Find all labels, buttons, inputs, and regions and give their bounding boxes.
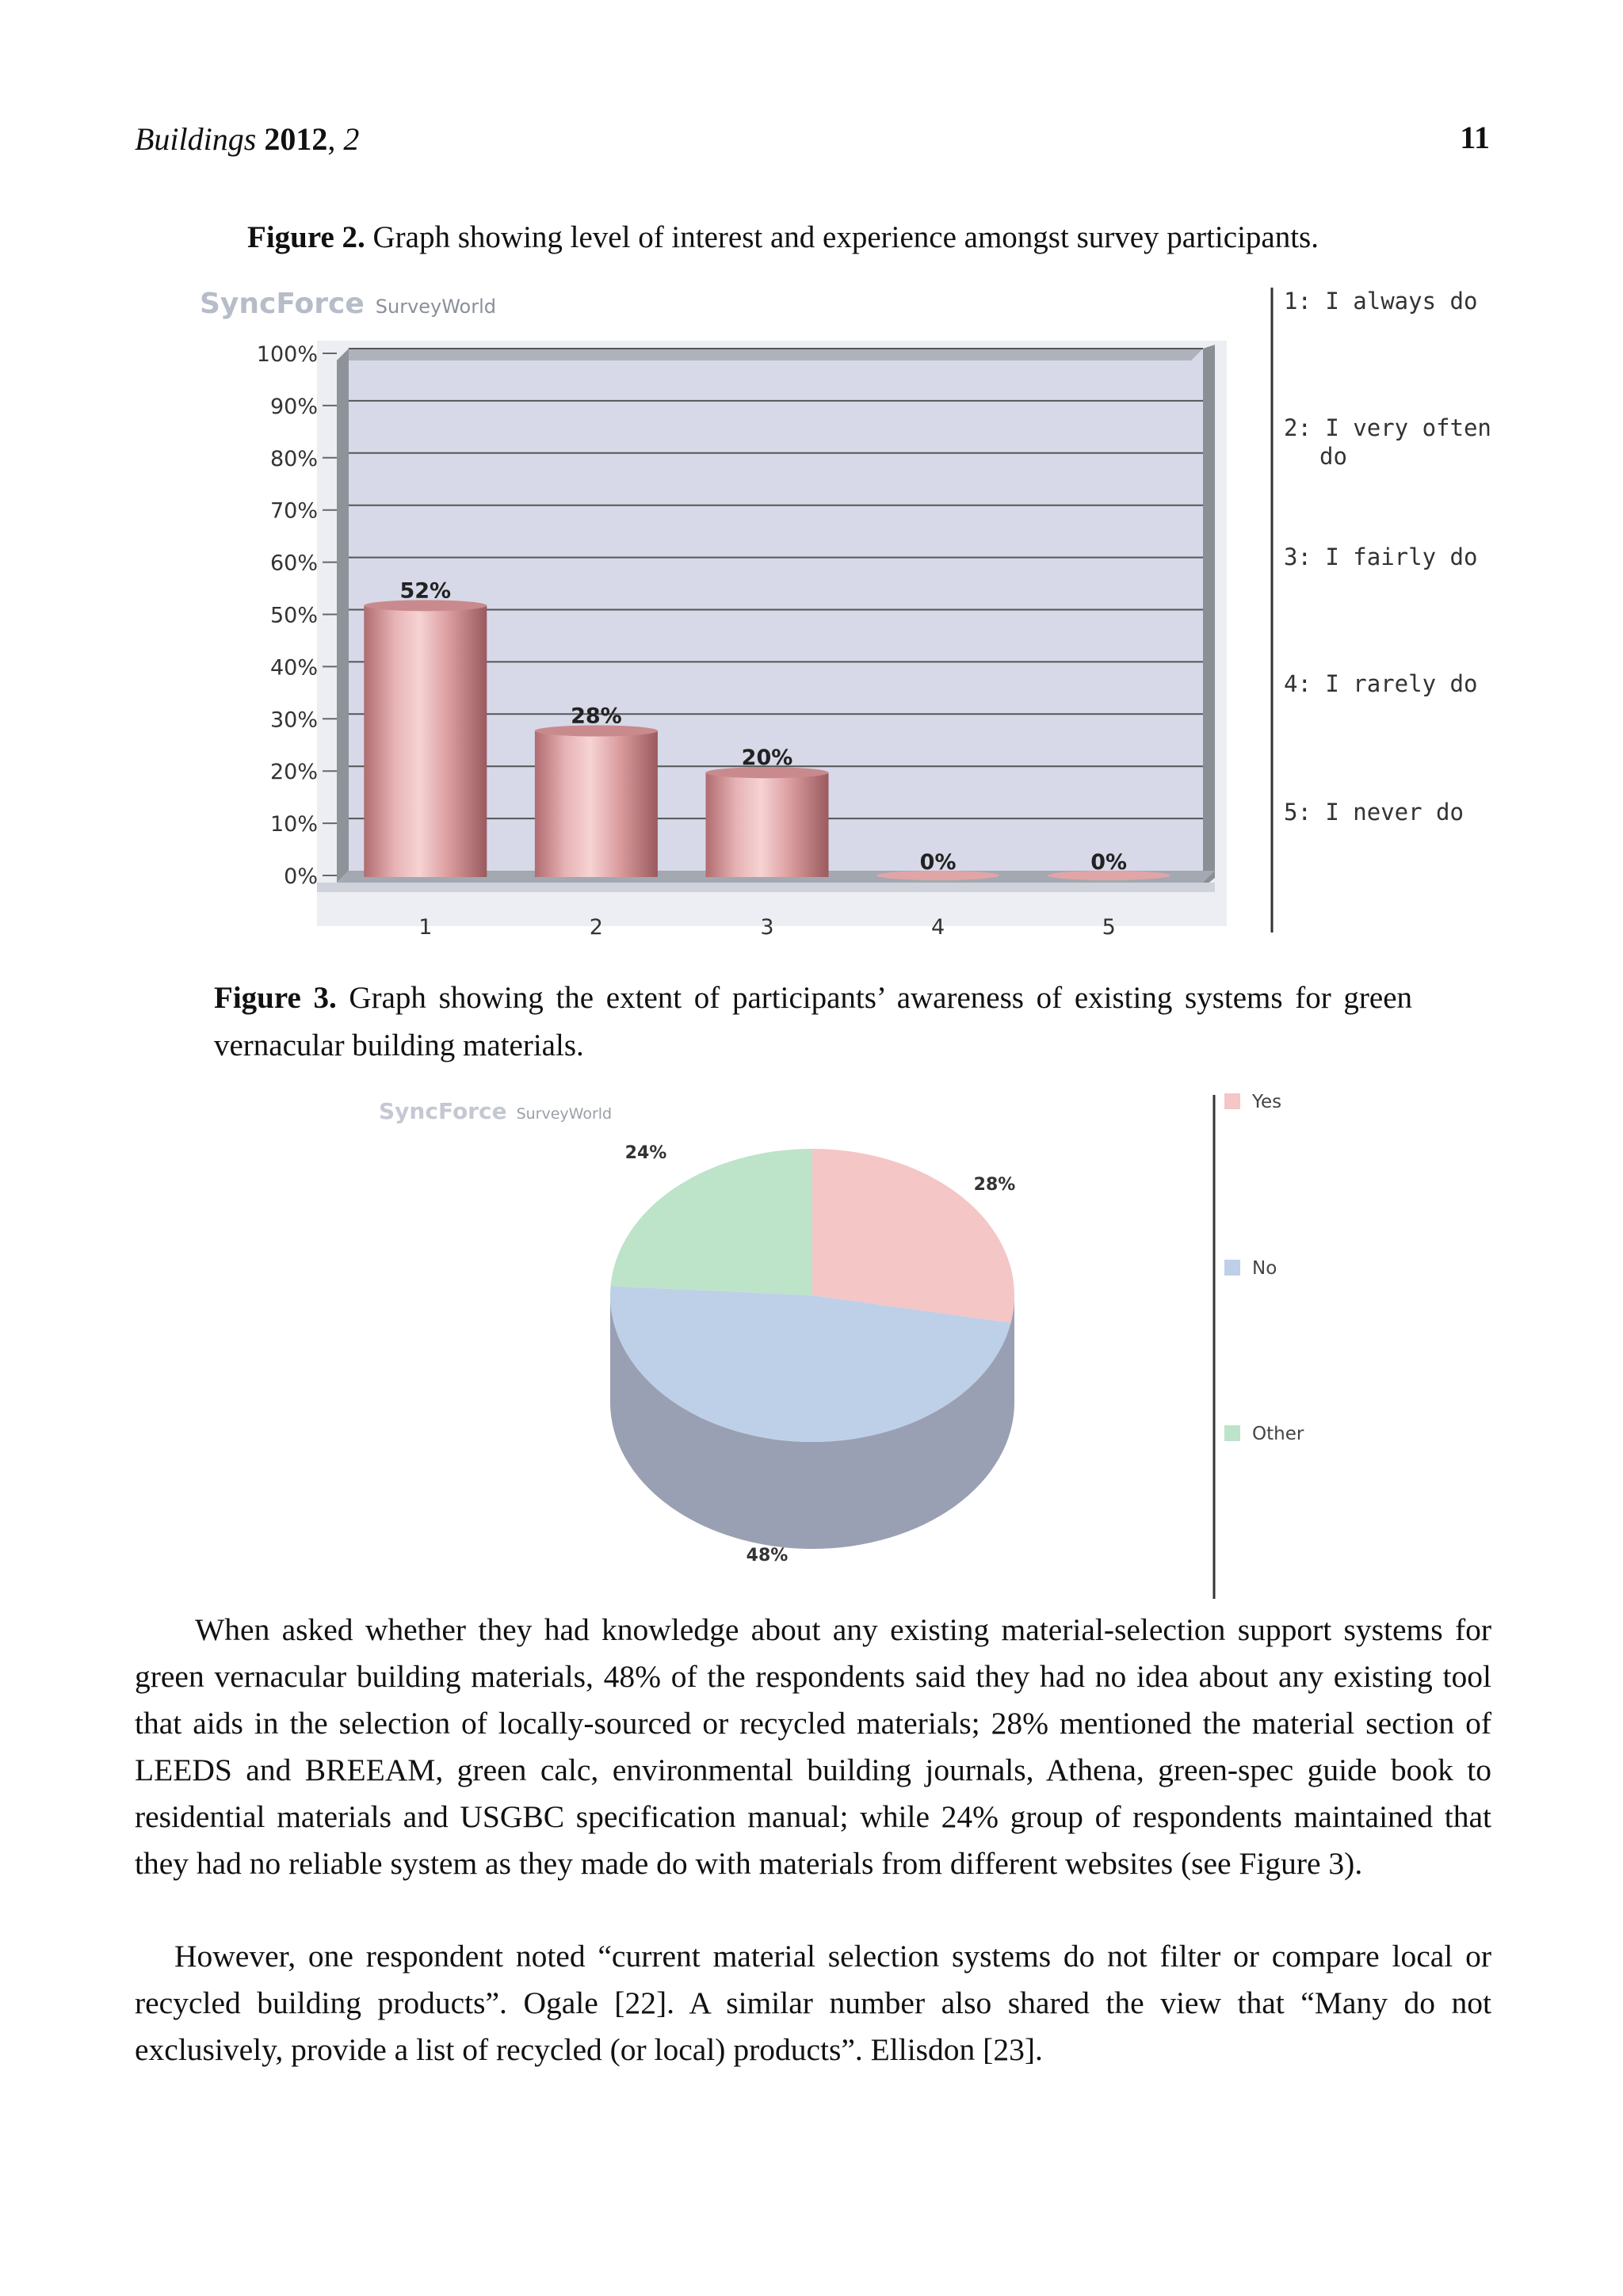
figure2-caption-text: Graph showing level of interest and experience amongst survey participants. bbox=[372, 220, 1319, 254]
bar-value-label: 0% bbox=[919, 850, 957, 875]
frame-left bbox=[337, 349, 349, 883]
y-tick-label: 100% bbox=[256, 342, 318, 367]
bar-value-label: 20% bbox=[741, 746, 793, 771]
legend bbox=[1224, 1092, 1304, 1444]
legend-item: 1: I always do bbox=[1284, 288, 1478, 315]
running-header: Buildings 2012, 2 bbox=[135, 121, 360, 157]
y-tick-label: 0% bbox=[284, 864, 318, 889]
y-tick-label: 30% bbox=[269, 707, 318, 733]
figure2-logo-brand: SyncForce bbox=[200, 288, 365, 320]
figure3-caption-text: Graph showing the extent of participants’ awareness of existing systems for green vernacular building materials. bbox=[214, 981, 1413, 1062]
legend-item: 4: I rarely do bbox=[1284, 670, 1478, 697]
pie-value-label: 28% bbox=[973, 1175, 1016, 1195]
figure2-logo bbox=[200, 288, 496, 320]
y-tick-label: 70% bbox=[269, 498, 318, 524]
x-tick-label: 3 bbox=[760, 915, 774, 939]
x-tick-label: 1 bbox=[418, 915, 433, 939]
figure2-label: Figure 2. bbox=[247, 220, 365, 254]
y-tick-label: 50% bbox=[269, 603, 318, 628]
y-tick-label: 10% bbox=[269, 812, 318, 837]
y-tick-label: 40% bbox=[269, 655, 318, 681]
bar-value-label: 52% bbox=[399, 578, 452, 604]
legend-item bbox=[1224, 1092, 1281, 1112]
legend-item: 5: I never do bbox=[1284, 799, 1464, 826]
bar-body bbox=[364, 605, 487, 877]
paragraph-1: When asked whether they had knowledge about any existing material-selection support systems for green vernacular building materials, 48% of the respondents said they had no idea about any existing tool that aids in the selection of locally-sourced or recycled materials; 28% mentioned the material section of LEEDS and BREEAM, green calc, environmental building journals, Athena, green-spec guide book to residential materials and USGBC specification manual; while 24% group of respondents maintained that they had no reliable system as they made do with materials from different websites (see Figure 3). bbox=[135, 1612, 1491, 1881]
figure3-logo-product: SurveyWorld bbox=[516, 1105, 613, 1123]
figure3-logo-brand: SyncForce bbox=[379, 1098, 507, 1124]
frame-base bbox=[317, 883, 1215, 892]
pie-value-label: 24% bbox=[624, 1143, 667, 1163]
legend-label: No bbox=[1252, 1258, 1277, 1279]
legend-item bbox=[1284, 414, 1491, 470]
journal-year: 2012 bbox=[264, 121, 328, 157]
pie-value-label: 48% bbox=[746, 1546, 789, 1566]
legend-swatch bbox=[1224, 1425, 1240, 1441]
pie bbox=[610, 1149, 1014, 1549]
y-tick-label: 20% bbox=[269, 760, 318, 785]
bar-body bbox=[706, 772, 829, 877]
frame-right bbox=[1203, 345, 1215, 887]
legend-item bbox=[1224, 1258, 1277, 1279]
bar-body bbox=[535, 730, 658, 877]
x-tick-label: 4 bbox=[931, 915, 945, 939]
y-tick-label: 90% bbox=[269, 394, 318, 419]
frame-top bbox=[337, 349, 1203, 360]
bar bbox=[364, 578, 487, 877]
x-tick-label: 2 bbox=[589, 915, 603, 939]
figure3-logo bbox=[379, 1098, 612, 1124]
bar-value-label: 0% bbox=[1090, 850, 1128, 875]
legend-label: Yes bbox=[1252, 1092, 1282, 1112]
legend-item: 3: I fairly do bbox=[1284, 543, 1478, 570]
y-tick-label: 80% bbox=[269, 446, 318, 471]
legend-swatch bbox=[1224, 1093, 1240, 1109]
figure2-bar-chart bbox=[190, 281, 1522, 939]
y-tick-label: 60% bbox=[269, 551, 318, 576]
figure3-label: Figure 3. bbox=[214, 981, 337, 1015]
bar bbox=[535, 704, 658, 877]
legend-label: Other bbox=[1252, 1424, 1304, 1444]
paragraph-2: However, one respondent noted “current material selection systems do not filter or compare local or recycled building products”. Ogale [22]. A similar number also shared the view that “Many do not exclusively, provide a list of recycled (or local) products”. Ellisdon [23]. bbox=[135, 1939, 1491, 2067]
legend-swatch bbox=[1224, 1260, 1240, 1276]
figure3-pie-chart bbox=[372, 1085, 1403, 1600]
figure2-logo-product: SurveyWorld bbox=[375, 296, 497, 318]
legend-item bbox=[1224, 1424, 1304, 1444]
figure2-caption bbox=[247, 214, 1319, 261]
legend-line: do bbox=[1319, 443, 1347, 470]
legend-line: 2: I very often bbox=[1284, 414, 1491, 441]
legend bbox=[1284, 288, 1491, 826]
pie-slice-other bbox=[611, 1149, 812, 1295]
figure3-caption bbox=[214, 974, 1412, 1070]
x-tick-label: 5 bbox=[1102, 915, 1116, 939]
bar-value-label: 28% bbox=[571, 704, 622, 729]
journal-volume: 2 bbox=[343, 121, 360, 157]
page-number: 11 bbox=[1460, 120, 1490, 155]
journal-name: Buildings bbox=[135, 121, 257, 157]
